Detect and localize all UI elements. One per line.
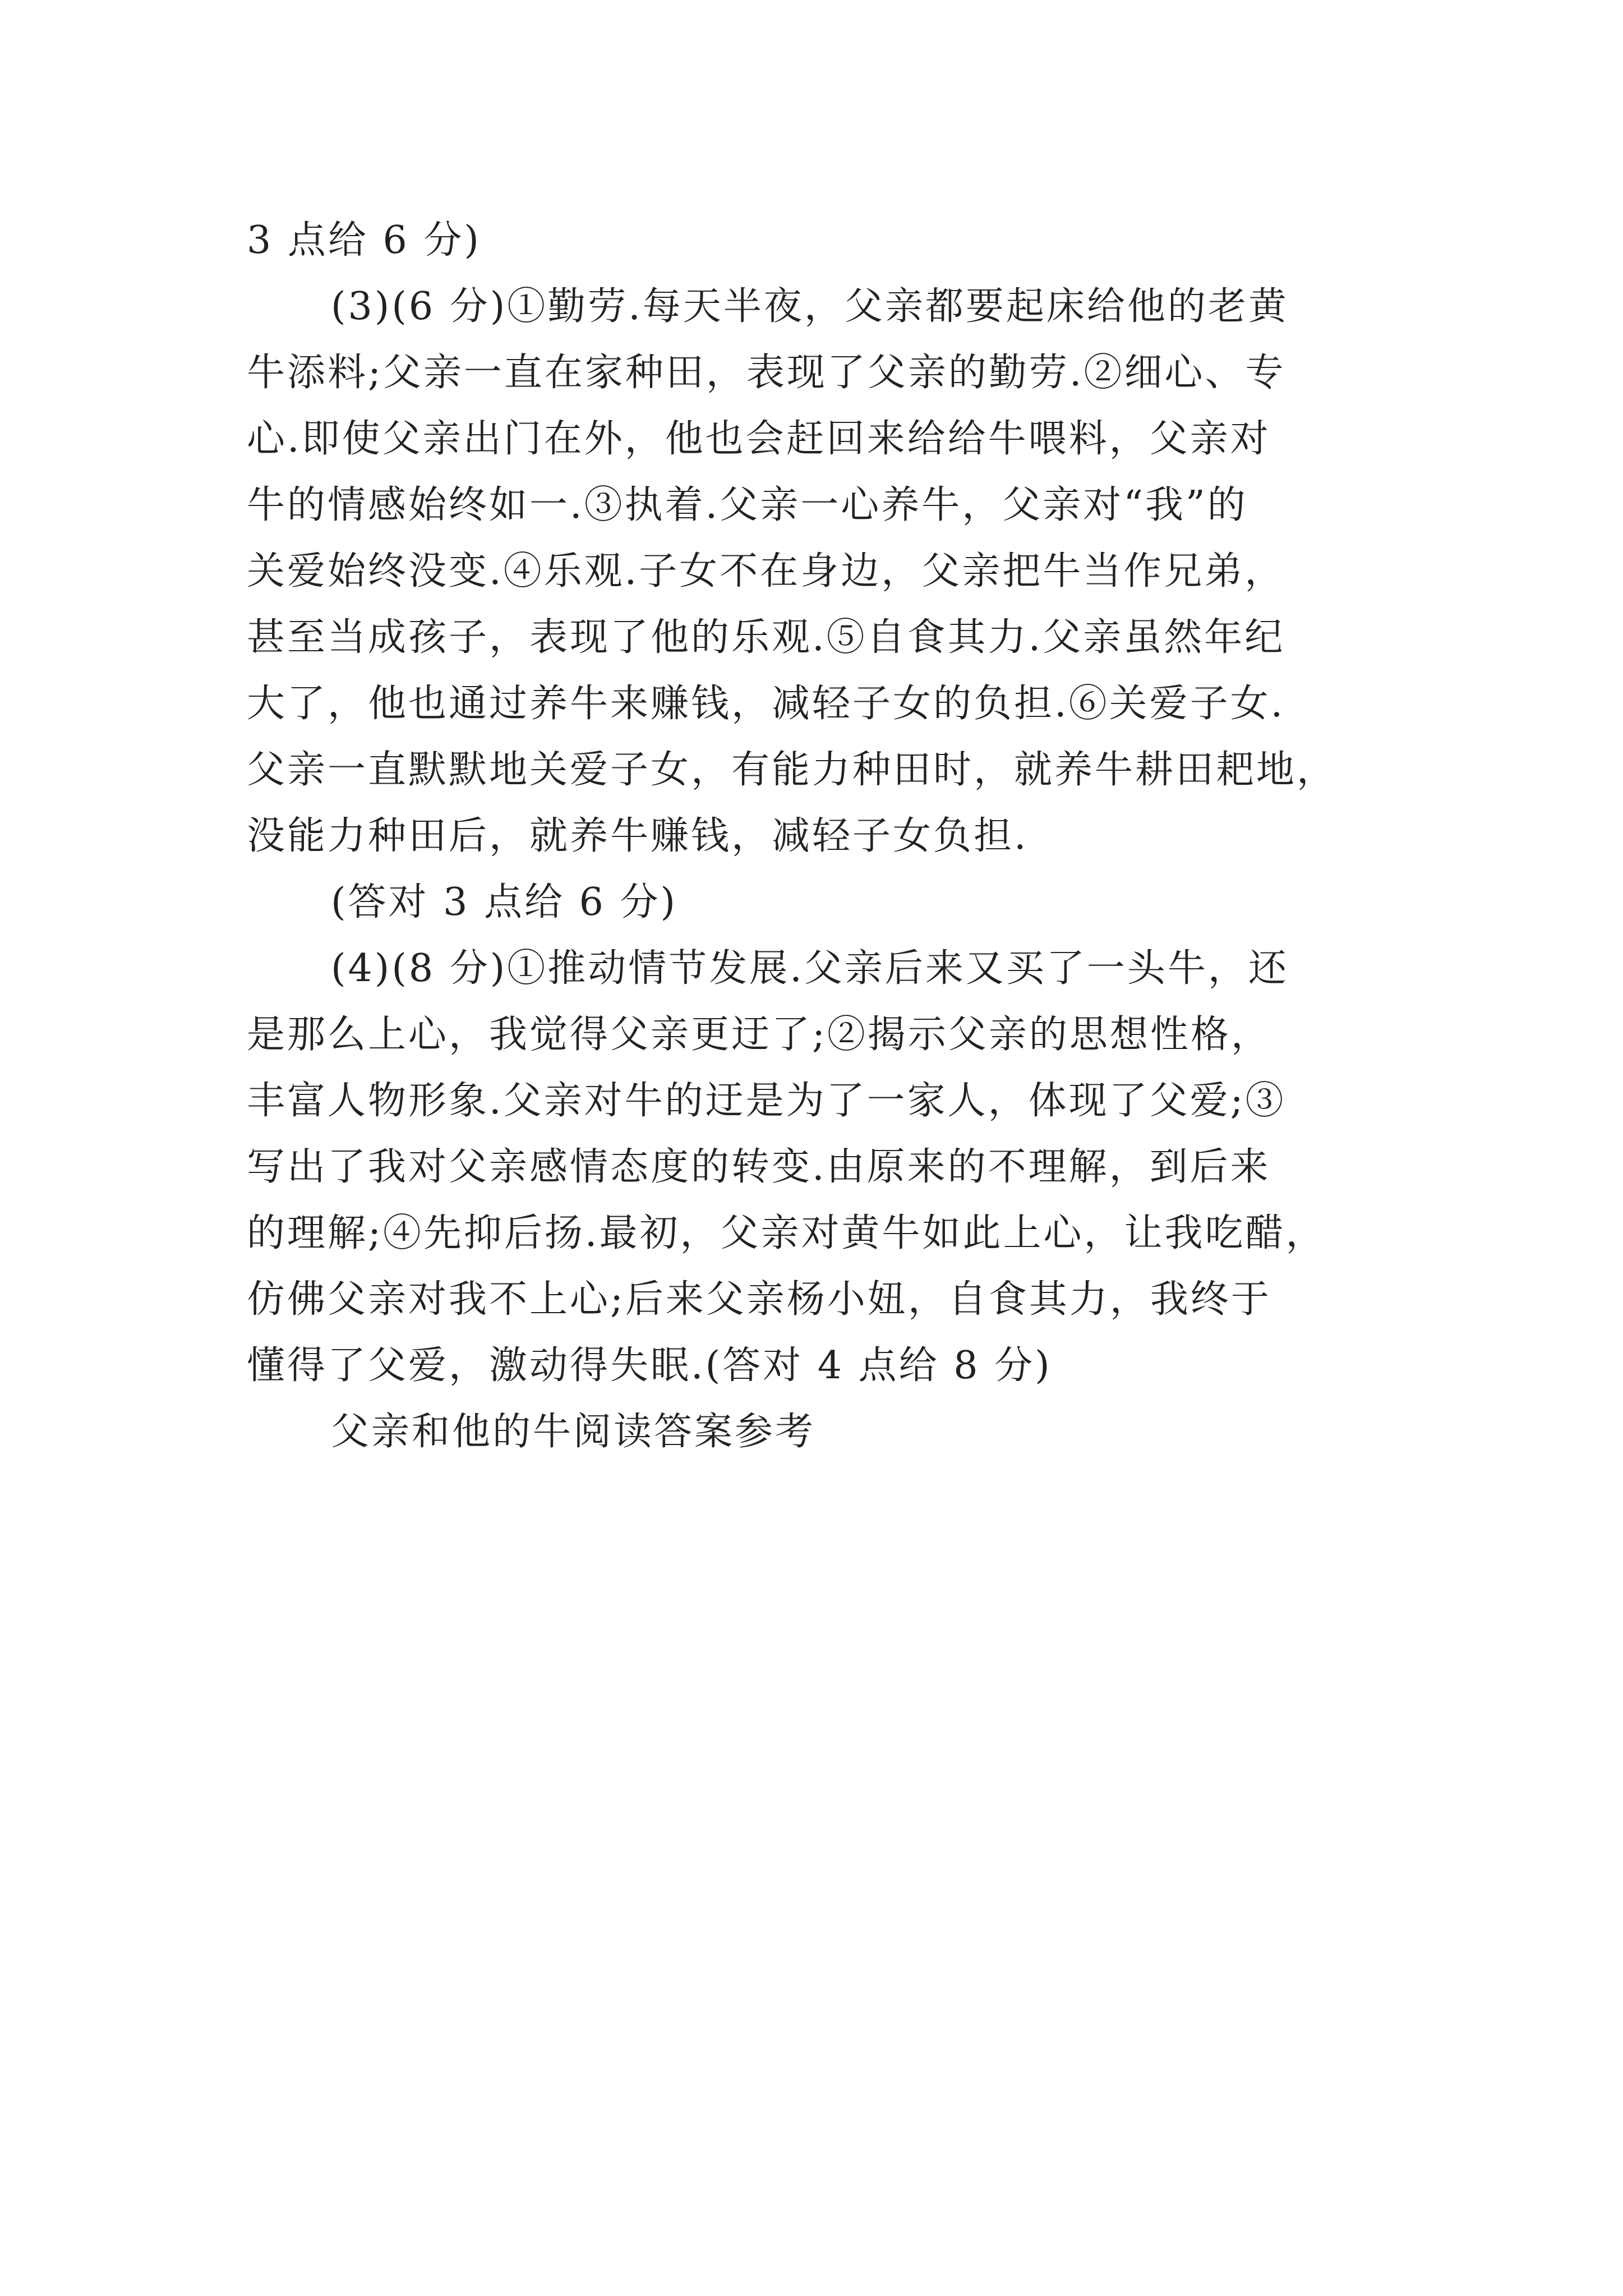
- text-line: 写出了我对父亲感情态度的转变.由原来的不理解，到后来: [247, 1145, 1271, 1189]
- text-line: 关爱始终没变.④乐观.子女不在身边，父亲把牛当作兄弟，: [247, 549, 1285, 593]
- answer-3-line: (3)(6 分)①勤劳.每天半夜，父亲都要起床给他的老黄: [331, 284, 1289, 329]
- text-line: 牛添料;父亲一直在家种田，表现了父亲的勤劳.②细心、专: [247, 351, 1286, 395]
- text-line: 父亲一直默默地关爱子女，有能力种田时，就养牛耕田耙地，: [247, 748, 1338, 792]
- text-line: 丰富人物形象.父亲对牛的迂是为了一家人，体现了父爱;③: [247, 1079, 1286, 1123]
- text-line: 的理解;④先抑后扬.最初，父亲对黄牛如此上心，让我吃醋，: [247, 1211, 1326, 1255]
- text-line: 仿佛父亲对我不上心;后来父亲杨小妞，自食其力，我终于: [247, 1277, 1271, 1322]
- text-line: 3 点给 6 分): [247, 218, 481, 263]
- text-line: 甚至当成孩子，表现了他的乐观.⑤自食其力.父亲虽然年纪: [247, 615, 1285, 660]
- section-heading: 父亲和他的牛阅读答案参考: [331, 1410, 816, 1454]
- text-line: 大了，他也通过养牛来赚钱，减轻子女的负担.⑥关爱子女.: [247, 682, 1285, 726]
- text-line: 懂得了父爱，激动得失眠.(答对 4 点给 8 分): [247, 1343, 1052, 1388]
- answer-text-block: [247, 208, 1385, 1465]
- text-line: 是那么上心，我觉得父亲更迂了;②揭示父亲的思想性格，: [247, 1013, 1271, 1057]
- scoring-note: (答对 3 点给 6 分): [331, 880, 678, 924]
- text-line: 心.即使父亲出门在外，他也会赶回来给给牛喂料，父亲对: [247, 417, 1271, 461]
- answer-4-line: (4)(8 分)①推动情节发展.父亲后来又买了一头牛，还: [331, 946, 1289, 991]
- text-line: 牛的情感始终如一.③执着.父亲一心养牛，父亲对“我”的: [247, 483, 1248, 527]
- text-line: 没能力种田后，就养牛赚钱，减轻子女负担.: [247, 814, 1029, 858]
